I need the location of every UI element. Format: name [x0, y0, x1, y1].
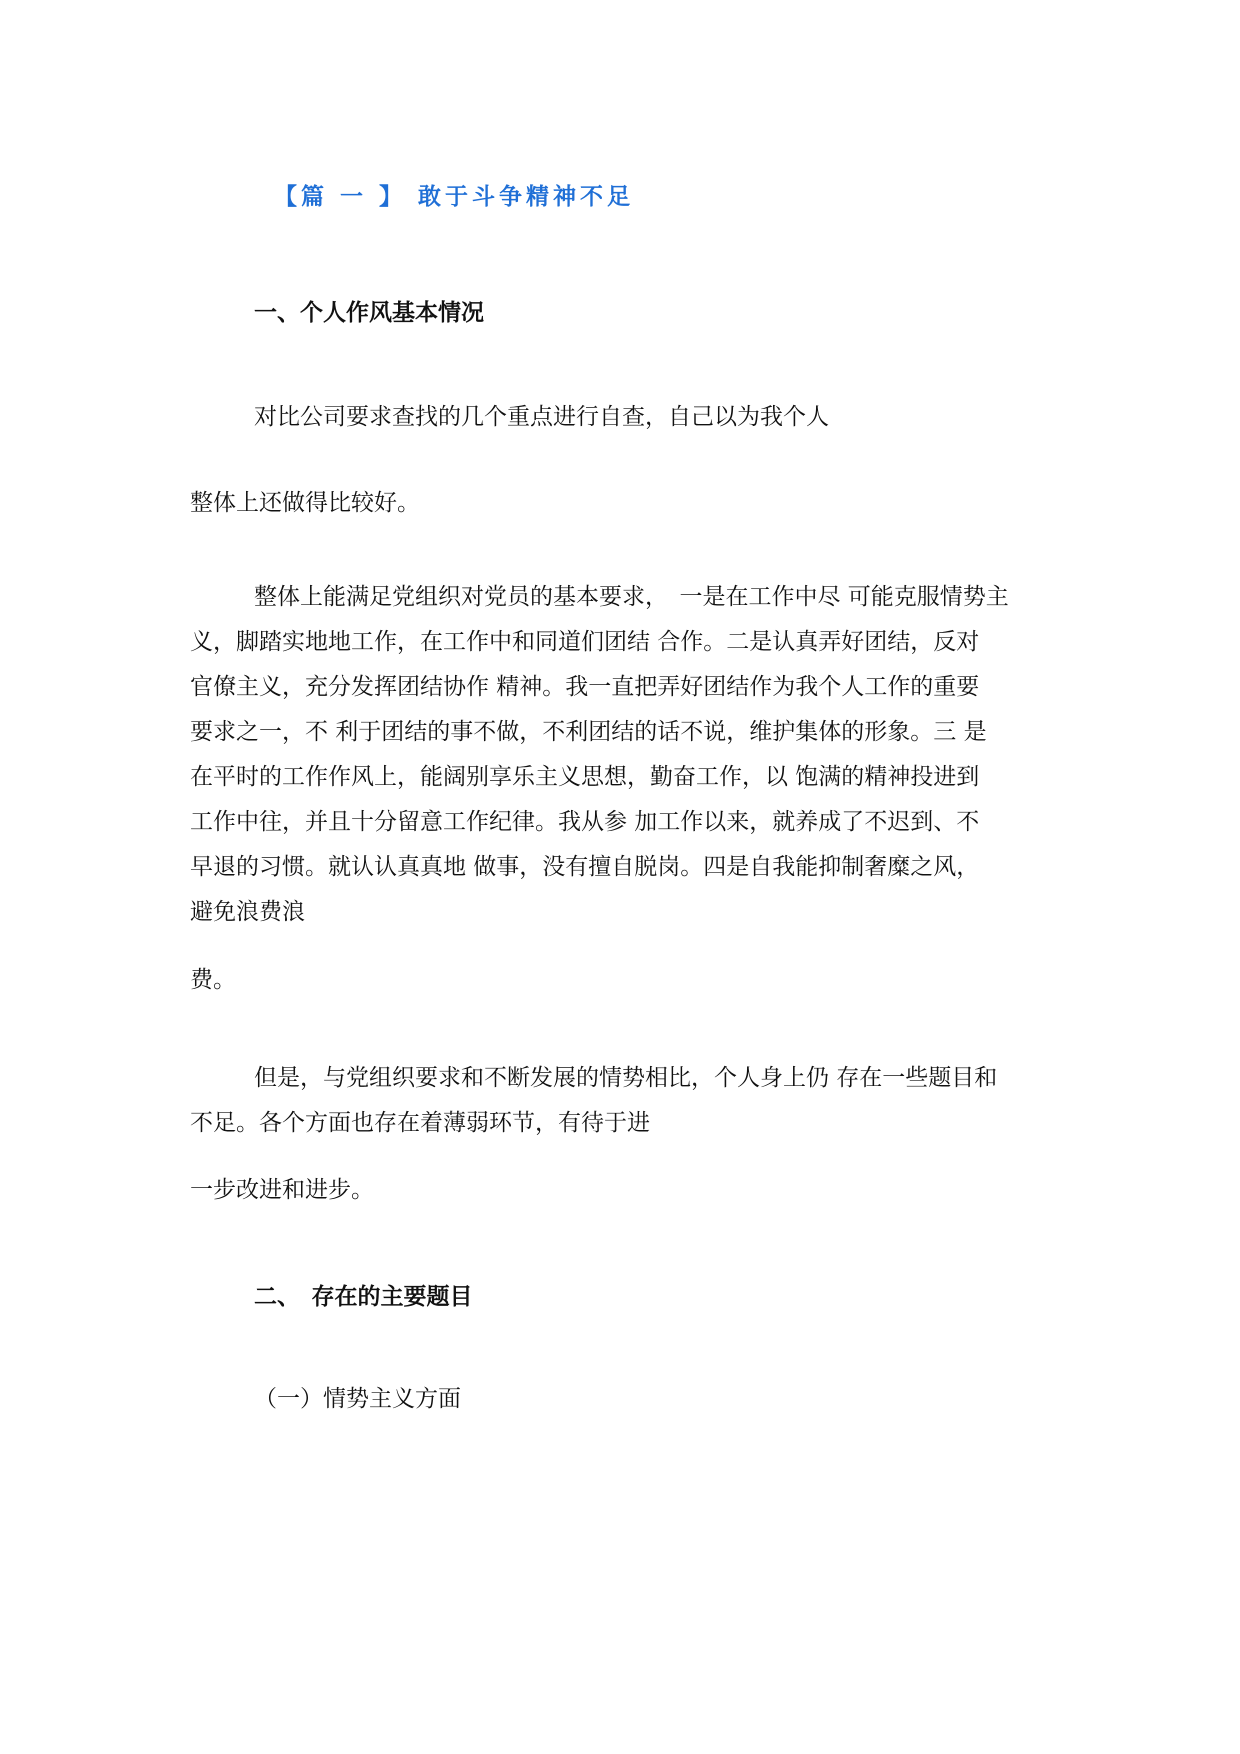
paragraph-2-line-end: 费。	[190, 967, 236, 993]
paragraph-2-line: 工作中往，并且十分留意工作纪律。我从参 加工作以来，就养成了不迟到、不	[190, 809, 980, 835]
paragraph-2-line: 要求之一，不 利于团结的事不做，不利团结的话不说，维护集体的形象。三 是	[190, 719, 987, 745]
paragraph-3	[190, 1056, 1060, 1146]
paragraph-2-line: 在平时的工作作风上，能阔别享乐主义思想，勤奋工作，以 饱满的精神投进到	[190, 764, 980, 790]
paragraph-2	[190, 575, 1060, 935]
paragraph-2-line: 官僚主义，充分发挥团结协作 精神。我一直把弄好团结作为我个人工作的重要	[190, 674, 980, 700]
document-title: 【篇 一 】 敢于斗争精神不足	[274, 184, 635, 210]
paragraph-1-line-1: 对比公司要求查找的几个重点进行自查，自己以为我个人	[254, 404, 829, 430]
paragraph-1-line-2: 整体上还做得比较好。	[190, 490, 420, 516]
paragraph-2-line: 义，脚踏实地地工作，在工作中和同道们团结 合作。二是认真弄好团结，反对	[190, 629, 980, 655]
paragraph-3-line-end: 一步改进和进步。	[190, 1177, 374, 1203]
subsection-heading-1: （一）情势主义方面	[254, 1386, 461, 1412]
paragraph-3-line: 不足。各个方面也存在着薄弱环节，有待于进	[190, 1110, 650, 1136]
paragraph-2-line: 早退的习惯。就认认真真地 做事，没有擅自脱岗。四是自我能抑制奢糜之风，	[190, 854, 980, 880]
section-heading-1: 一、个人作风基本情况	[254, 300, 484, 326]
paragraph-3-line: 但是，与党组织要求和不断发展的情势相比，个人身上仍 存在一些题目和	[254, 1065, 998, 1091]
paragraph-2-line: 避免浪费浪	[190, 899, 305, 925]
section-heading-2: 二、 存在的主要题目	[254, 1284, 473, 1310]
paragraph-2-line: 整体上能满足党组织对党员的基本要求， 一是在工作中尽 可能克服情势主	[254, 584, 1009, 610]
